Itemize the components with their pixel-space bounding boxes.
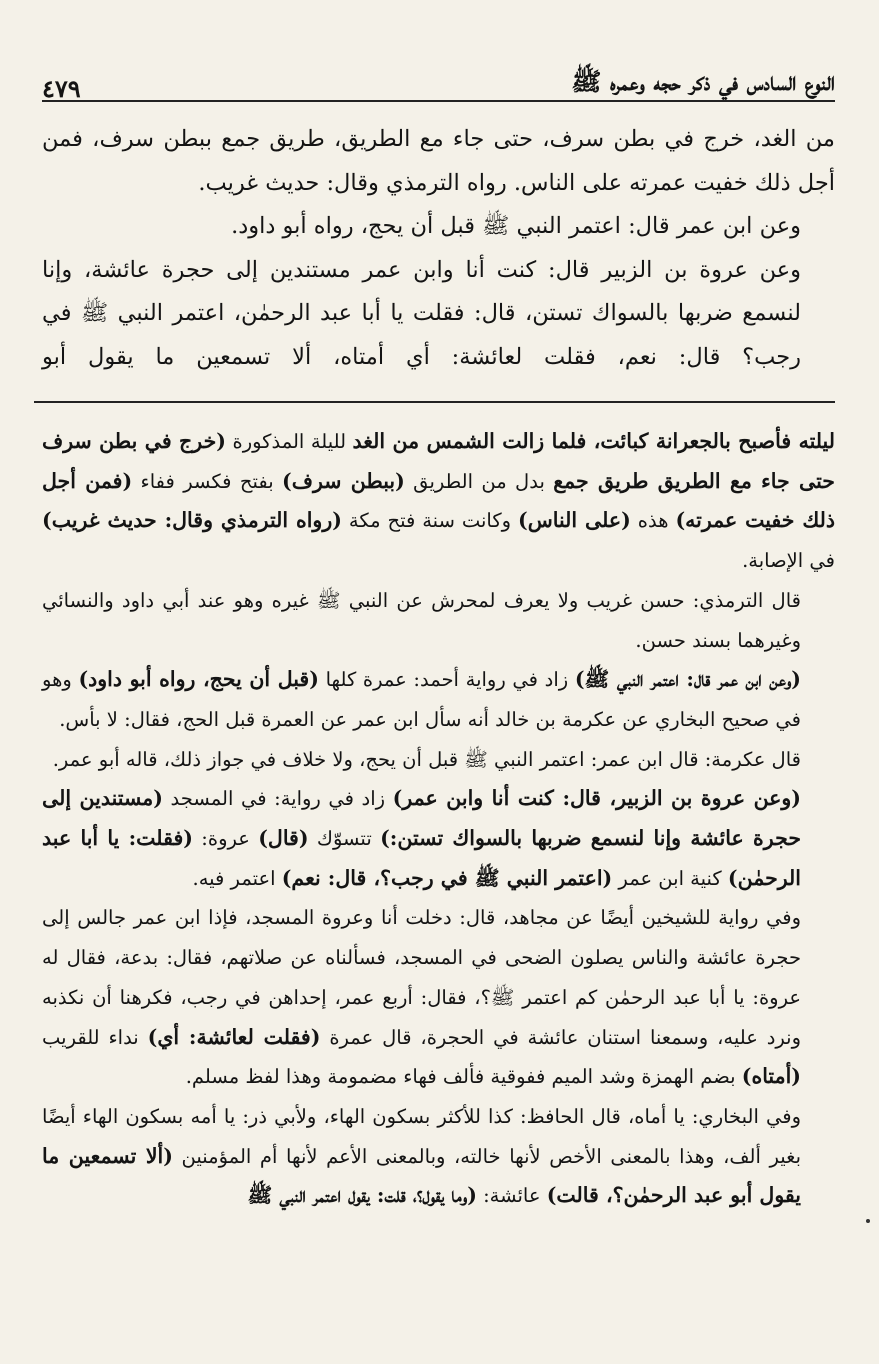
commentary: كنية ابن عمر	[612, 866, 728, 890]
page-number: ٤٧٩	[42, 74, 81, 103]
margin-mark	[866, 1219, 870, 1223]
commentary: زاد في رواية: في المسجد	[162, 787, 393, 811]
commentary: بضم الهمزة وشد الميم ففوقية فألف فهاء مضمومة وهذا لفظ مسلم.	[185, 1065, 742, 1089]
quoted-text: (فمن أجل ذلك خفيت عمرته)	[42, 468, 836, 533]
commentary-paragraph: قال عكرمة: قال ابن عمر: اعتمر النبي ﷺ قبل أن يحج، ولا خلاف في جواز ذلك، قاله أبو عمر.	[52, 747, 801, 771]
commentary: وهو في صحيح البخاري عن عكرمة بن خالد أنه سأل ابن عمر عن العمرة قبل الحج، فقال: لا بأس.	[42, 668, 801, 731]
quoted-text: (ببطن سرف)	[282, 468, 405, 493]
quoted-text: (وما يقول؟، قلت: يقول اعتمر النبي ﷺ	[247, 1183, 477, 1208]
quoted-text: (فقلت لعائشة: أي)	[147, 1024, 321, 1049]
commentary: هذه	[630, 509, 676, 533]
quoted-text: (أمتاه)	[741, 1064, 801, 1089]
running-head: النوع السادس في ذكر حجه وعمره ﷺ	[571, 67, 835, 96]
quoted-text: (على الناس)	[518, 508, 631, 533]
commentary: وفي رواية للشيخين أيضًا عن مجاهد، قال: دخلت أنا وعروة المسجد، فإذا ابن عمر جالس إلى حجرة عائشة والناس يصلون الضحى في المسجد، فسألناه عن صلاتهم، فقال: بدعة، فقال له عروة: يا أبا عبد الرحمٰن كم اعتمر ﷺ؟، فقال: أربع عمر، إحداهن في رجب، فكرهنا أن نكذبه ونرد عليه، وسمعنا استنان عائشة في الحجرة، قال عمرة	[42, 906, 802, 1049]
commentary: لليلة المذكورة	[225, 430, 353, 453]
commentary-paragraph	[42, 422, 835, 581]
header-rule	[42, 100, 835, 102]
matn-paragraph: وعن عروة بن الزبير قال: كنت أنا وابن عمر مستندين إلى حجرة عائشة، وإنا لنسمع ضربها بالسواك تستن، قال: فقلت يا أبا عبد الرحمٰن، اعتمر النبي ﷺ في رجب؟ قال: نعم، فقلت لعائشة: أي أمتاه، ألا تسمعين ما يقول أبو	[42, 256, 801, 370]
commentary: تتسوّك	[308, 827, 381, 851]
commentary: بدل من الطريق	[404, 469, 554, 493]
matn-paragraph: وعن ابن عمر قال: اعتمر النبي ﷺ قبل أن يحج، رواه أبو داود.	[231, 213, 801, 239]
quoted-text: (ألا تسمعين ما يقول أبو عبد الرحمٰن؟، قالت)	[42, 1143, 801, 1208]
quoted-text: (وعن ابن عمر قال: اعتمر النبي ﷺ)	[574, 667, 801, 692]
matn-paragraph: من الغد، خرج في بطن سرف، حتى جاء مع الطريق، طريق جمع ببطن سرف، فمن أجل ذلك خفيت عمرته على الناس. رواه الترمذي وقال: حديث غريب.	[42, 126, 835, 196]
quoted-text: ليلته فأصبح بالجعرانة كبائت، فلما زالت الشمس من الغد	[352, 429, 835, 453]
quoted-text: (فقلت: يا أبا عبد الرحمٰن)	[42, 826, 801, 890]
commentary: وفي البخاري: يا أماه، قال الحافظ: كذا للأكثر بسكون الهاء، ولأبي ذر: يا أمه بسكون الهاء أيضًا بغير ألف، وهذا بالمعنى الأخص لأنها خالته، وبالمعنى الأعم لأنها أم المؤمنين	[42, 1104, 801, 1168]
commentary: وكانت سنة فتح مكة	[341, 509, 519, 533]
quoted-text: (رواه الترمذي وقال: حديث غريب)	[42, 508, 342, 533]
commentary: نداء للقريب	[42, 1025, 148, 1049]
commentary: عائشة:	[476, 1184, 547, 1208]
page-header	[42, 55, 835, 103]
commentary: اعتمر فيه.	[192, 866, 282, 890]
quoted-text: (مستندين إلى حجرة عائشة وإنا لنسمع ضربها بالسواك تستن:)	[42, 786, 802, 851]
commentary: زاد في رواية أحمد: عمرة كلها	[318, 668, 575, 692]
commentary-rule	[34, 401, 835, 403]
commentary-paragraph	[42, 1097, 835, 1216]
commentary: في الإصابة.	[742, 549, 835, 573]
main-text	[42, 118, 835, 379]
commentary-text	[42, 422, 835, 1216]
commentary: بفتح فكسر ففاء	[132, 469, 283, 493]
commentary-paragraph	[42, 898, 835, 1097]
commentary-paragraph	[42, 779, 835, 898]
quoted-text: (قبل أن يحج، رواه أبو داود)	[78, 667, 319, 692]
quoted-text: (قال)	[258, 826, 309, 851]
quoted-text: (وعن عروة بن الزبير، قال: كنت أنا وابن عمر)	[392, 786, 802, 811]
commentary-paragraph	[42, 660, 835, 739]
commentary: عروة:	[192, 827, 259, 851]
commentary-paragraph: قال الترمذي: حسن غريب ولا يعرف لمحرش عن النبي ﷺ غيره وهو عند أبي داود والنسائي وغيرهما بسند حسن.	[42, 588, 801, 652]
quoted-text: (خرج في بطن سرف حتى جاء مع الطريق طريق جمع	[42, 429, 835, 493]
quoted-text: (اعتمر النبي ﷺ في رجب؟، قال: نعم)	[281, 865, 613, 890]
